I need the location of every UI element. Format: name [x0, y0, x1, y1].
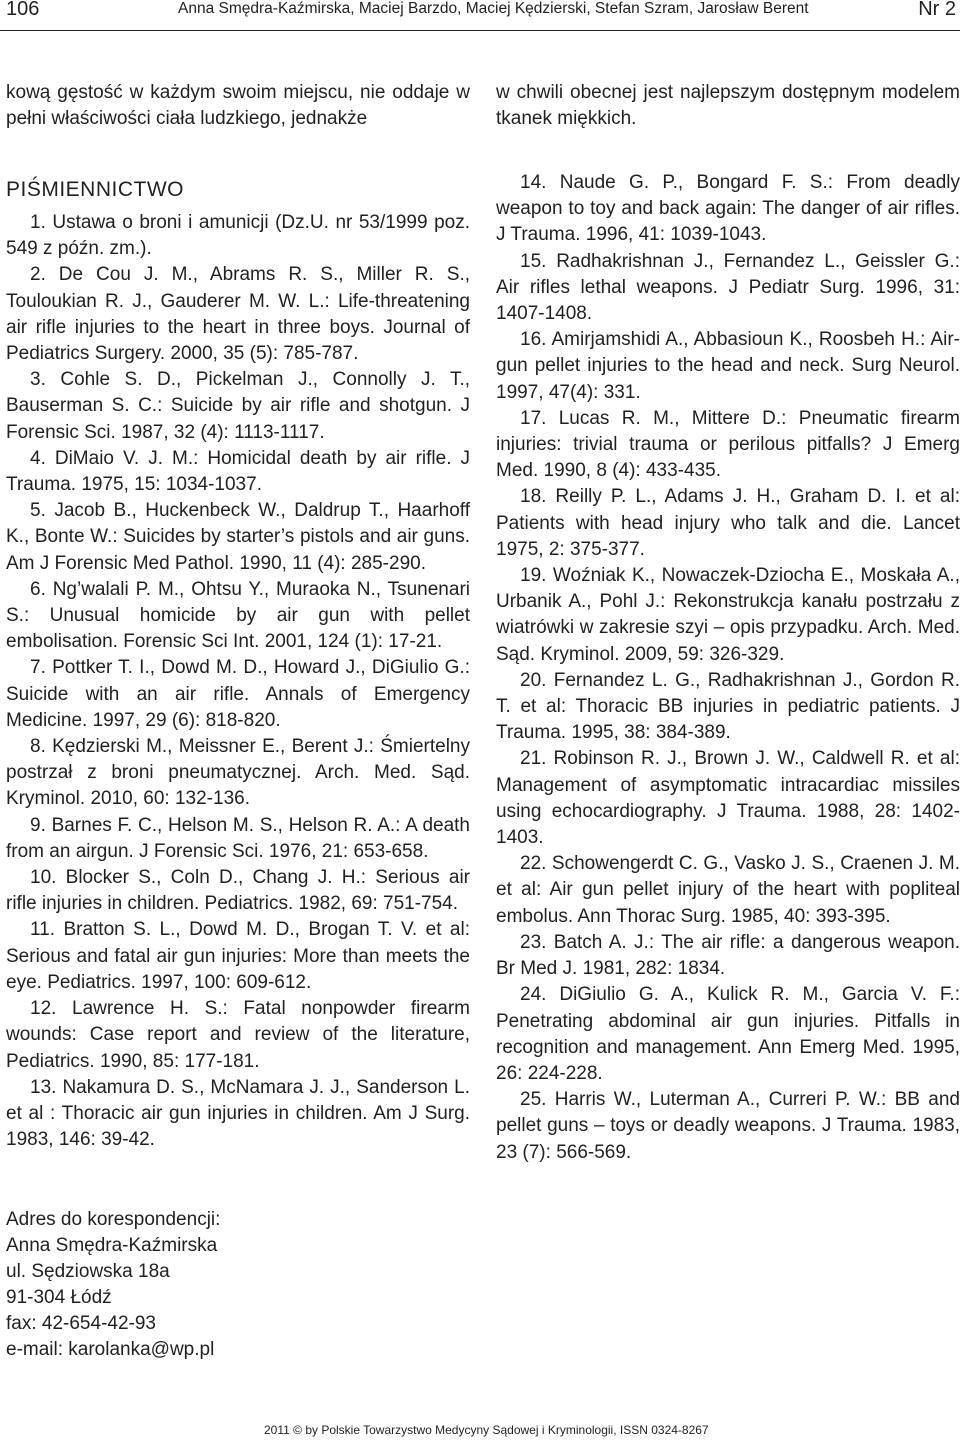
- reference-item: 15. Radhakrishnan J., Fernandez L., Geissler G.: Air rifles lethal weapons. J Pediatr Surg. 1996, 31: 1407-1408.: [496, 250, 960, 325]
- address-label: Adres do korespondencji:: [6, 1209, 221, 1230]
- reference-item: 4. DiMaio V. J. M.: Homicidal death by air rifle. J Trauma. 1975, 15: 1034-1037.: [6, 447, 470, 496]
- right-column: [496, 80, 960, 1166]
- address-fax: fax: 42-654-42-93: [6, 1313, 156, 1334]
- reference-item: 18. Reilly P. L., Adams J. H., Graham D. I. et al: Patients with head injury who talk and die. Lancet 1975, 2: 375-377.: [496, 486, 960, 560]
- reference-item: 24. DiGiulio G. A., Kulick R. M., Garcia V. F.: Penetrating abdominal air gun injuries. Pitfalls in recognition and management. Ann Emerg Med. 1995, 26: 224-228.: [496, 984, 960, 1084]
- header-rule: [0, 30, 960, 31]
- reference-list-left: [6, 210, 470, 1153]
- reference-list-right: [496, 170, 960, 1166]
- left-column: [6, 80, 470, 1153]
- reference-item: 23. Batch A. J.: The air rifle: a dangerous weapon. Br Med J. 1981, 282: 1834.: [496, 931, 960, 980]
- continued-text-left: kową gęstość w każdym swoim miejscu, nie oddaje w pełni właściwości ciała ludzkiego, jednakże: [6, 82, 470, 129]
- continued-text-right: w chwili obecnej jest najlepszym dostępnym modelem tkanek miękkich.: [496, 82, 960, 129]
- reference-item: 16. Amirjamshidi A., Abbasioun K., Roosbeh H.: Air-gun pellet injuries to the head and neck. Surg Neurol. 1997, 47(4): 331.: [496, 329, 960, 403]
- address-email[interactable]: e-mail: karolanka@wp.pl: [6, 1339, 215, 1360]
- reference-item: 1. Ustawa o broni i amunicji (Dz.U. nr 53/1999 poz. 549 z późn. zm.).: [6, 212, 470, 260]
- reference-item: 20. Fernandez L. G., Radhakrishnan J., Gordon R. T. et al: Thoracic BB injuries in pediatric patients. J Trauma. 1995, 38: 384-389.: [496, 669, 960, 744]
- address-street: ul. Sędziowska 18a: [6, 1261, 170, 1282]
- reference-item: 21. Robinson R. J., Brown J. W., Caldwell R. et al: Management of asymptomatic intracardiac missiles using echocardiography. J Trauma. 1988, 28: 1402-1403.: [496, 748, 960, 849]
- reference-item: 8. Kędzierski M., Meissner E., Berent J.: Śmiertelny postrzał z broni pneumatycznej. Arch. Med. Sąd. Kryminol. 2010, 60: 132-136.: [6, 736, 470, 810]
- references-heading: PIŚMIENNICTWO: [6, 178, 184, 201]
- reference-item: 5. Jacob B., Huckenbeck W., Daldrup T., Haarhoff K., Bonte W.: Suicides by starter’s pistols and air guns. Am J Forensic Med Pathol. 1990, 11 (4): 285-290.: [6, 500, 470, 574]
- page-number: 106: [6, 0, 40, 20]
- reference-item: 10. Blocker S., Coln D., Chang J. H.: Serious air rifle injuries in children. Pediatrics. 1982, 69: 751-754.: [6, 867, 470, 915]
- reference-item: 22. Schowengerdt C. G., Vasko J. S., Craenen J. M. et al: Air gun pellet injury of the heart with popliteal embolus. Ann Thorac Surg. 1985, 40: 393-395.: [496, 853, 960, 927]
- reference-item: 7. Pottker T. I., Dowd M. D., Howard J., DiGiulio G.: Suicide with an air rifle. Annals of Emergency Medicine. 1997, 29 (6): 818-820.: [6, 657, 470, 731]
- reference-item: 2. De Cou J. M., Abrams R. S., Miller R. S., Touloukian R. J., Gauderer M. W. L.: Life-threatening air rifle injuries to the heart in three boys. Journal of Pediatrics Surgery. 2000, 35 (5): 785-787.: [6, 264, 470, 365]
- reference-item: 19. Woźniak K., Nowaczek-Dziocha E., Moskała A., Urbanik A., Pohl J.: Rekonstrukcja kanału postrzału z wiatrówki w zakresie szyi – opis przypadku. Arch. Med. Sąd. Kryminol. 2009, 59: 326-329.: [496, 565, 960, 665]
- reference-item: 13. Nakamura D. S., McNamara J. J., Sanderson L. et al : Thoracic air gun injuries in children. Am J Surg. 1983, 146: 39-42.: [6, 1076, 470, 1151]
- reference-item: 25. Harris W., Luterman A., Curreri P. W.: BB and pellet guns – toys or deadly weapons. J Trauma. 1983, 23 (7): 566-569.: [496, 1089, 960, 1163]
- copyright-footer: 2011 © by Polskie Towarzystwo Medycyny Sądowej i Kryminologii, ISSN 0324-8267: [264, 1423, 709, 1437]
- issue-number: Nr 2: [918, 0, 956, 20]
- reference-item: 9. Barnes F. C., Helson M. S., Helson R. A.: A death from an airgun. J Forensic Sci. 1976, 21: 653-658.: [6, 814, 470, 862]
- address-name: Anna Smędra-Kaźmirska: [6, 1235, 218, 1256]
- reference-item: 3. Cohle S. D., Pickelman J., Connolly J. T., Bauserman S. C.: Suicide by air rifle and shotgun. J Forensic Sci. 1987, 32 (4): 1113-1117.: [6, 369, 470, 443]
- running-header: [0, 0, 960, 24]
- reference-item: 14. Naude G. P., Bongard F. S.: From deadly weapon to toy and back again: The danger of air rifles. J Trauma. 1996, 41: 1039-1043.: [496, 172, 960, 246]
- reference-item: 6. Ng’walali P. M., Ohtsu Y., Muraoka N., Tsunenari S.: Unusual homicide by air gun with pellet embolisation. Forensic Sci Int. 2001, 124 (1): 17-21.: [6, 578, 470, 653]
- address-city: 91-304 Łódź: [6, 1287, 112, 1308]
- correspondence-address: [6, 1207, 220, 1363]
- reference-item: 11. Bratton S. L., Dowd M. D., Brogan T. V. et al: Serious and fatal air gun injuries: More than meets the eye. Pediatrics. 1997, 100: 609-612.: [6, 919, 470, 993]
- running-authors: Anna Smędra-Kaźmirska, Maciej Barzdo, Maciej Kędzierski, Stefan Szram, Jarosław Berent: [178, 0, 809, 17]
- reference-item: 12. Lawrence H. S.: Fatal nonpowder firearm wounds: Case report and review of the literature, Pediatrics. 1990, 85: 177-181.: [6, 998, 470, 1072]
- reference-item: 17. Lucas R. M., Mittere D.: Pneumatic firearm injuries: trivial trauma or perilous pitfalls? J Emerg Med. 1990, 8 (4): 433-435.: [496, 407, 960, 482]
